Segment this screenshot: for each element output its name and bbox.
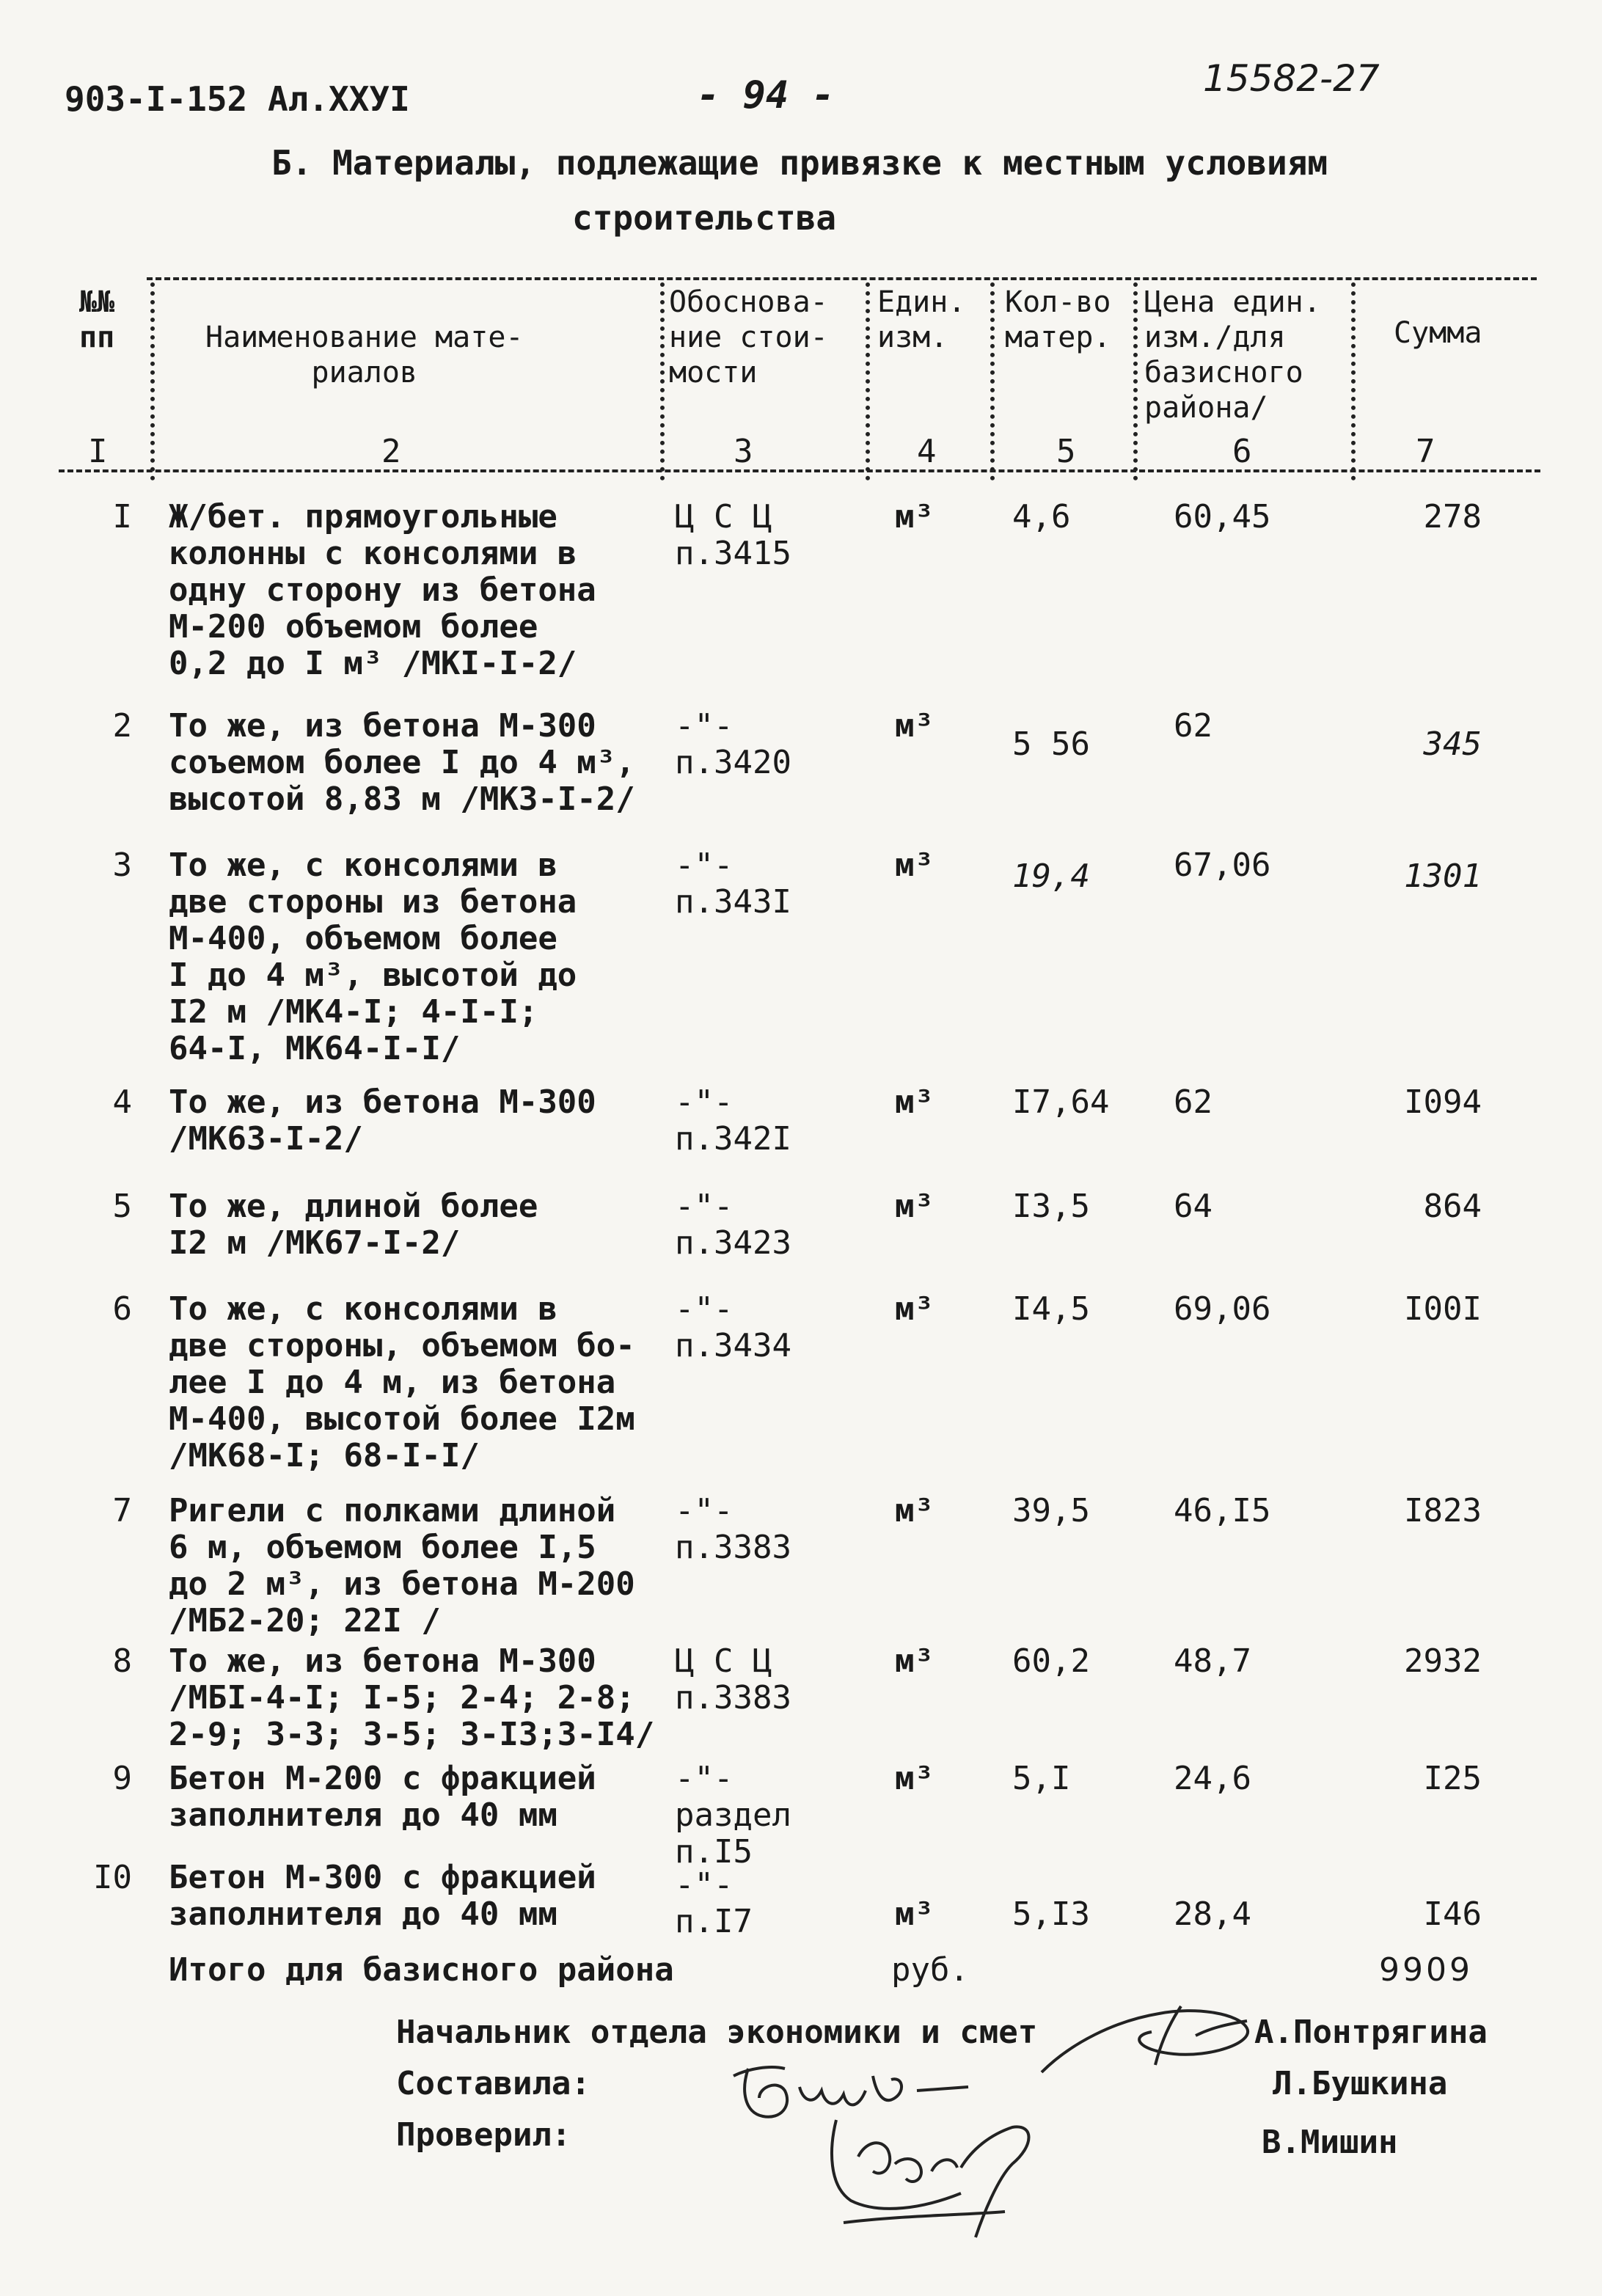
header-col-price: Цена един. изм./для базисного района/ xyxy=(1144,285,1321,425)
compiled-label: Составила: xyxy=(396,2065,590,2102)
checked-signature-icon xyxy=(814,2105,1056,2252)
column-number: 3 xyxy=(734,433,753,470)
sum: I25 xyxy=(1423,1760,1482,1797)
row-number: 7 xyxy=(112,1492,132,1529)
row-number: 3 xyxy=(112,847,132,884)
cost-basis: Ц С Ц п.3415 xyxy=(675,498,791,572)
quantity: 60,2 xyxy=(1012,1642,1090,1680)
unit: м³ xyxy=(895,1895,934,1933)
cost-basis: -"- п.I7 xyxy=(675,1866,753,1940)
document-code: 903-I-152 Ал.XXУI xyxy=(65,79,410,119)
total-label: Итого для базисного района xyxy=(169,1951,674,1989)
checked-label: Проверил: xyxy=(396,2116,571,2154)
quantity: 5,I3 xyxy=(1012,1895,1090,1933)
total-sum: 9909 xyxy=(1379,1951,1473,1989)
sum: 2932 xyxy=(1404,1642,1482,1680)
unit: м³ xyxy=(895,498,934,535)
material-name: Ригели с полками длиной 6 м, объемом более I,5 до 2 м³, из бетона М-200 /МБ2-20; 22I / xyxy=(169,1492,635,1639)
unit-price: 67,06 xyxy=(1174,847,1271,884)
quantity: I3,5 xyxy=(1012,1188,1090,1225)
page-number: - 94 - xyxy=(697,73,835,117)
cost-basis: -"- раздел п.I5 xyxy=(675,1760,791,1871)
unit: м³ xyxy=(895,1492,934,1529)
header-col-name: Наименование мате- риалов xyxy=(205,321,524,390)
col-separator xyxy=(866,282,870,480)
header-col-qty: Кол-во матер. xyxy=(1005,285,1111,354)
unit: м³ xyxy=(895,1083,934,1121)
unit-price: 28,4 xyxy=(1174,1895,1251,1933)
column-number: 7 xyxy=(1416,433,1435,470)
quantity: 39,5 xyxy=(1012,1492,1090,1529)
head-label: Начальник отдела экономики и смет xyxy=(396,2014,1038,2051)
cost-basis: -"- п.3420 xyxy=(675,707,791,781)
column-number: 4 xyxy=(917,433,937,470)
unit-price: 64 xyxy=(1174,1188,1213,1225)
unit: м³ xyxy=(895,1760,934,1797)
sum: I094 xyxy=(1404,1083,1482,1121)
header-top-rule xyxy=(147,277,1537,280)
cost-basis: -"- п.3423 xyxy=(675,1188,791,1262)
unit-price: 60,45 xyxy=(1174,498,1271,535)
material-name: Ж/бет. прямоугольные колонны с консолями в одну сторону из бетона М-200 объемом более 0,2 до I м³ /МКI-I-2/ xyxy=(169,498,596,682)
material-name: То же, с консолями в две стороны, объемом бо- лее I до 4 м, из бетона М-400, высотой более I2м /МК68-I; 68-I-I/ xyxy=(169,1290,635,1474)
total-unit: руб. xyxy=(891,1951,969,1989)
col-separator xyxy=(1351,282,1356,480)
head-name: А.Понтрягина xyxy=(1254,2014,1488,2051)
checked-name: В.Мишин xyxy=(1262,2124,1398,2161)
cost-basis: -"- п.3383 xyxy=(675,1492,791,1566)
col-separator xyxy=(990,282,995,480)
quantity: 5 56 xyxy=(1012,725,1090,763)
col-separator xyxy=(1133,282,1138,480)
col-separator xyxy=(660,282,665,480)
row-number: 6 xyxy=(112,1290,132,1328)
unit-price: 62 xyxy=(1174,707,1213,745)
archive-number: 15582-27 xyxy=(1203,57,1380,100)
header-col-basis: Обоснова- ние стои- мости xyxy=(669,285,828,390)
compiled-name: Л.Бушкина xyxy=(1273,2065,1448,2102)
unit: м³ xyxy=(895,1188,934,1225)
sum: I823 xyxy=(1404,1492,1482,1529)
row-number: 9 xyxy=(112,1760,132,1797)
material-name: Бетон М-300 с фракцией заполнителя до 40 мм xyxy=(169,1859,596,1933)
unit-price: 69,06 xyxy=(1174,1290,1271,1328)
quantity: 4,6 xyxy=(1012,498,1071,535)
header-col-no: №№ пп xyxy=(79,285,115,354)
col-separator xyxy=(150,282,155,480)
unit-price: 48,7 xyxy=(1174,1642,1251,1680)
unit-price: 24,6 xyxy=(1174,1760,1251,1797)
quantity: 5,I xyxy=(1012,1760,1071,1797)
unit: м³ xyxy=(895,1642,934,1680)
row-number: 5 xyxy=(112,1188,132,1225)
unit-price: 46,I5 xyxy=(1174,1492,1271,1529)
cost-basis: -"- п.3434 xyxy=(675,1290,791,1364)
row-number: 2 xyxy=(112,707,132,745)
row-number: I0 xyxy=(93,1859,132,1896)
unit: м³ xyxy=(895,707,934,745)
column-number: 2 xyxy=(381,433,401,470)
sum: 864 xyxy=(1423,1188,1482,1225)
unit-price: 62 xyxy=(1174,1083,1213,1121)
material-name: То же, из бетона М-300 /МБI-4-I; I-5; 2-4; 2-8; 2-9; 3-3; 3-5; 3-I3;3-I4/ xyxy=(169,1642,655,1753)
column-number: 5 xyxy=(1056,433,1076,470)
head-signature-icon xyxy=(1027,1992,1269,2087)
column-number: 6 xyxy=(1232,433,1252,470)
quantity: 19,4 xyxy=(1012,858,1090,895)
sum: 278 xyxy=(1423,498,1482,535)
sum: I00I xyxy=(1404,1290,1482,1328)
unit: м³ xyxy=(895,1290,934,1328)
unit: м³ xyxy=(895,847,934,884)
material-name: Бетон М-200 с фракцией заполнителя до 40 мм xyxy=(169,1760,596,1834)
section-title-cont: строительства xyxy=(572,198,837,238)
quantity: I4,5 xyxy=(1012,1290,1090,1328)
cost-basis: -"- п.343I xyxy=(675,847,791,921)
sum: 1301 xyxy=(1404,858,1482,895)
cost-basis: Ц С Ц п.3383 xyxy=(675,1642,791,1716)
material-name: То же, из бетона М-300 /МК63-I-2/ xyxy=(169,1083,596,1158)
material-name: То же, с консолями в две стороны из бетона М-400, объемом более I до 4 м³, высотой до I2 м /МК4-I; 4-I-I; 64-I, МК64-I-I/ xyxy=(169,847,577,1067)
row-number: I xyxy=(112,498,132,535)
row-number: 8 xyxy=(112,1642,132,1680)
section-title: Б. Материалы, подлежащие привязке к местным условиям xyxy=(271,143,1328,183)
row-number: 4 xyxy=(112,1083,132,1121)
sum: 345 xyxy=(1423,725,1482,763)
sum: I46 xyxy=(1423,1895,1482,1933)
header-bottom-rule xyxy=(59,469,1540,472)
material-name: То же, длиной более I2 м /МК67-I-2/ xyxy=(169,1188,538,1262)
material-name: То же, из бетона М-300 соъемом более I до 4 м³, высотой 8,83 м /МК3-I-2/ xyxy=(169,707,635,818)
column-number: I xyxy=(88,433,108,470)
header-col-unit: Един. изм. xyxy=(877,285,966,354)
header-col-sum: Сумма xyxy=(1394,316,1482,350)
quantity: I7,64 xyxy=(1012,1083,1110,1121)
cost-basis: -"- п.342I xyxy=(675,1083,791,1158)
